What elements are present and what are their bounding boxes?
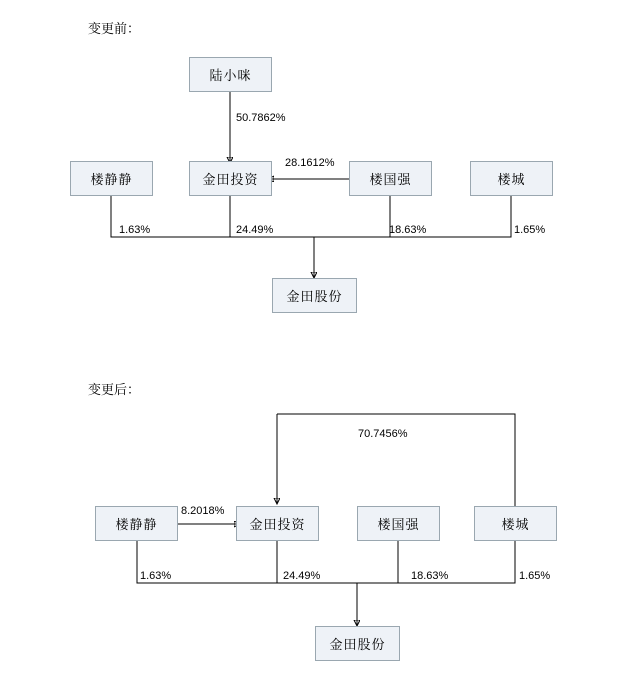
edge-label-loucheng-to-shares-before: 1.65% [514,224,546,236]
edge-label-loucheng-to-investment-after: 70.7456% [358,428,408,440]
edge-label-guoqiang-to-investment: 28.1612% [285,157,335,169]
node-lou-guoqiang-after[interactable]: 楼国强 [357,506,440,541]
node-lou-cheng-after[interactable]: 楼城 [474,506,557,541]
edge-label-investment-to-shares-before: 24.49% [236,224,274,236]
node-jintian-investment-after[interactable]: 金田投资 [236,506,319,541]
edge-label-lu-to-investment: 50.7862% [236,112,286,124]
edge-label-guoqiang-to-shares-after: 18.63% [411,570,449,582]
node-jintian-investment-before[interactable]: 金田投资 [189,161,272,196]
section-label-after: 变更后： [88,382,141,397]
node-lou-jingjing-after[interactable]: 楼静静 [95,506,178,541]
edge-label-loucheng-to-shares-after: 1.65% [519,570,551,582]
node-lou-cheng-before[interactable]: 楼城 [470,161,553,196]
edge-label-jingjing-to-investment-after: 8.2018% [181,505,225,517]
node-lou-jingjing-before[interactable]: 楼静静 [70,161,153,196]
section-label-before: 变更前： [88,21,141,36]
node-lou-guoqiang-before[interactable]: 楼国强 [349,161,432,196]
edge-label-investment-to-shares-after: 24.49% [283,570,321,582]
edge-label-guoqiang-to-shares-before: 18.63% [389,224,427,236]
edge-label-jingjing-to-shares-before: 1.63% [119,224,151,236]
edge-label-jingjing-to-shares-after: 1.63% [140,570,172,582]
node-jintian-shares-after[interactable]: 金田股份 [315,626,400,661]
node-jintian-shares-before[interactable]: 金田股份 [272,278,357,313]
node-lu-xiaomi[interactable]: 陆小咪 [189,57,272,92]
